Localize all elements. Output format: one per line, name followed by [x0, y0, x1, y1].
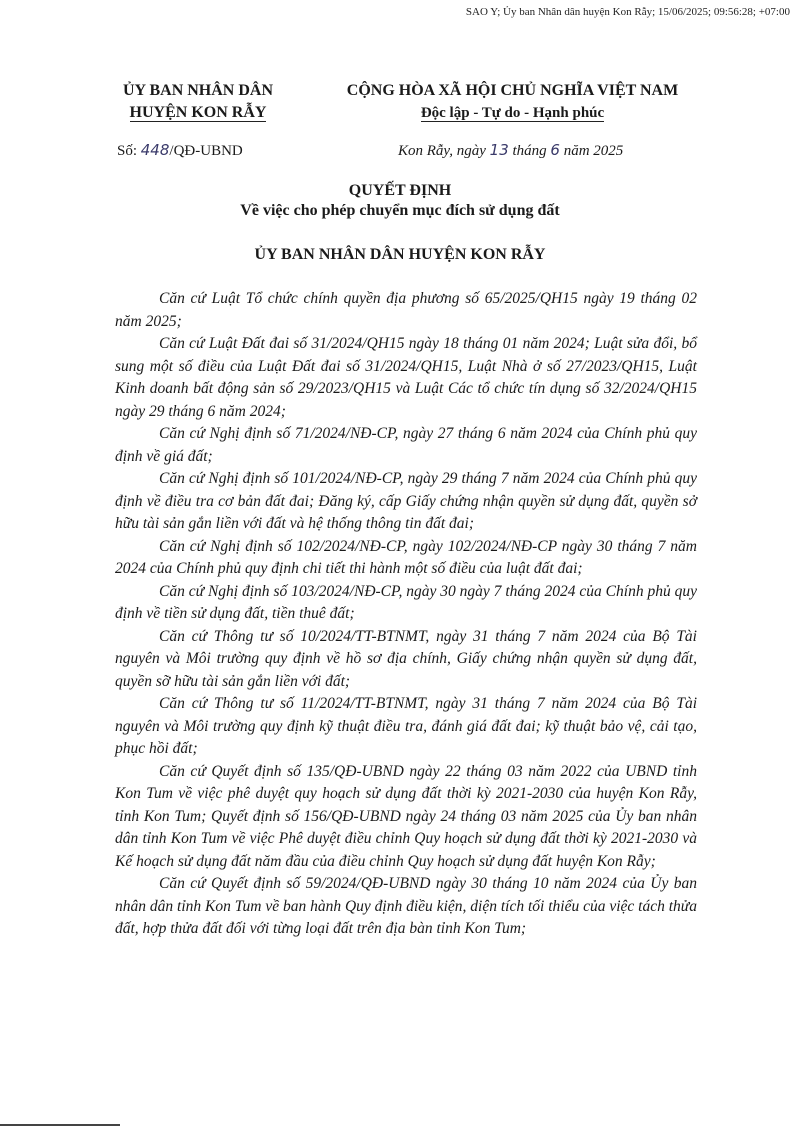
org-line-2: [108, 102, 288, 124]
document-date: [398, 141, 623, 160]
national-header: [310, 80, 715, 124]
legal-basis-paragraph: Căn cứ Nghị định số 71/2024/NĐ-CP, ngày 27 tháng 6 năm 2024 của Chính phủ quy định về giá đất;: [115, 425, 697, 465]
legal-basis-paragraph: Căn cứ Quyết định số 59/2024/QĐ-UBND ngày 30 tháng 10 năm 2024 của Ủy ban nhân dân tỉnh Kon Tum về ban hành Quy định điều kiện, diện tích tối thiểu của việc tách thửa đất, hợp thửa đất đối với từng loại đất trên địa bàn tỉnh Kon Tum;: [115, 875, 697, 937]
legal-basis-paragraph: Căn cứ Nghị định số 101/2024/NĐ-CP, ngày 29 tháng 7 năm 2024 của Chính phủ quy định về điều tra cơ bản đất đai; Đăng ký, cấp Giấy chứng nhận quyền sử dụng đất, quyền sở hữu tài sản gắn liền với đất và hệ thống thông tin đất đai;: [115, 470, 697, 532]
national-motto: [310, 102, 715, 124]
legal-basis-paragraph: Căn cứ Quyết định số 135/QĐ-UBND ngày 22 tháng 03 năm 2022 của UBND tỉnh Kon Tum về việc phê duyệt quy hoạch sử dụng đất thời kỳ 2021-2030 của huyện Kon Rẫy, tỉnh Kon Tum; Quyết định số 156/QĐ-UBND ngày 24 tháng 03 năm 2025 của Ủy ban nhân dân tỉnh Kon Tum về việc Phê duyệt điều chỉnh Quy hoạch sử dụng đất thời kỳ 2021-2030 và Kế hoạch sử dụng đất năm đầu của điều chỉnh Quy hoạch sử dụng đất huyện Kon Rẫy;: [115, 762, 697, 870]
issuing-authority-title: ỦY BAN NHÂN DÂN HUYỆN KON RẪY: [254, 246, 546, 263]
national-motto-text: Độc lập - Tự do - Hạnh phúc: [420, 105, 605, 121]
doc-number-handwritten: 448: [140, 141, 170, 159]
issuing-authority-header: [108, 80, 288, 124]
legal-basis-paragraph: Căn cứ Thông tư số 10/2024/TT-BTNMT, ngày 31 tháng 7 năm 2024 của Bộ Tài nguyên và Môi trường quy định về hồ sơ địa chính, Giấy chứng nhận quyền sử dụng đất, quyền sỡ hữu tài sản gắn liền với đất;: [115, 627, 697, 690]
date-month-handwritten: 6: [550, 141, 560, 159]
legal-basis-paragraph: Căn cứ Nghị định số 103/2024/NĐ-CP, ngày 30 ngày 7 tháng 2024 của Chính phủ quy định về tiền sử dụng đất, tiền thuê đất;: [115, 582, 697, 622]
legal-basis-paragraph: Căn cứ Nghị định số 102/2024/NĐ-CP, ngày 102/2024/NĐ-CP ngày 30 tháng 7 năm 2024 của Chính phủ quy định chi tiết thi hành một số điều của luật đất đai;: [115, 537, 697, 577]
date-place: Kon Rẫy, ngày: [398, 143, 486, 159]
country-name: CỘNG HÒA XÃ HỘI CHỦ NGHĨA VIỆT NAM: [346, 82, 679, 99]
date-year: năm 2025: [563, 143, 624, 159]
date-day-handwritten: 13: [489, 141, 509, 159]
org-line-1: ỦY BAN NHÂN DÂN: [122, 82, 274, 99]
document-subtitle: Về việc cho phép chuyển mục đích sử dụng đất: [240, 202, 560, 219]
doc-number-suffix: /QĐ-UBND: [169, 143, 243, 159]
legal-basis-paragraph: Căn cứ Luật Tổ chức chính quyền địa phương số 65/2025/QH15 ngày 19 tháng 02 năm 2025;: [115, 290, 697, 330]
digital-signature-stamp: SAO Y; Ủy ban Nhân dân huyện Kon Rẫy; 15/06/2025; 09:56:28; +07:00: [465, 6, 790, 18]
scan-edge-line: [0, 1124, 120, 1126]
document-number: [117, 141, 243, 160]
legal-basis-paragraph: Căn cứ Luật Đất đai số 31/2024/QH15 ngày 18 tháng 01 năm 2024; Luật sửa đổi, bổ sung một số điều của Luật Đất đai số 31/2024/QH15, Luật Nhà ở số 27/2023/QH15, Luật Kinh doanh bất động sản số 29/2023/QH15 và Luật Các tổ chức tín dụng số 32/2024/QH15 ngày 29 tháng 6 năm 2024;: [115, 335, 697, 420]
doc-number-prefix: Số:: [117, 143, 138, 159]
date-month-label: tháng: [512, 143, 547, 159]
document-title: QUYẾT ĐỊNH: [348, 182, 452, 199]
org-line-2-text: HUYỆN KON RẪY: [129, 104, 267, 121]
legal-basis-body: [115, 288, 697, 941]
legal-basis-paragraph: Căn cứ Thông tư số 11/2024/TT-BTNMT, ngày 31 tháng 7 năm 2024 của Bộ Tài nguyên và Môi trường quy định kỹ thuật điều tra, đánh giá đất đai; kỹ thuật bảo vệ, cải tạo, phục hồi đất;: [115, 695, 697, 757]
